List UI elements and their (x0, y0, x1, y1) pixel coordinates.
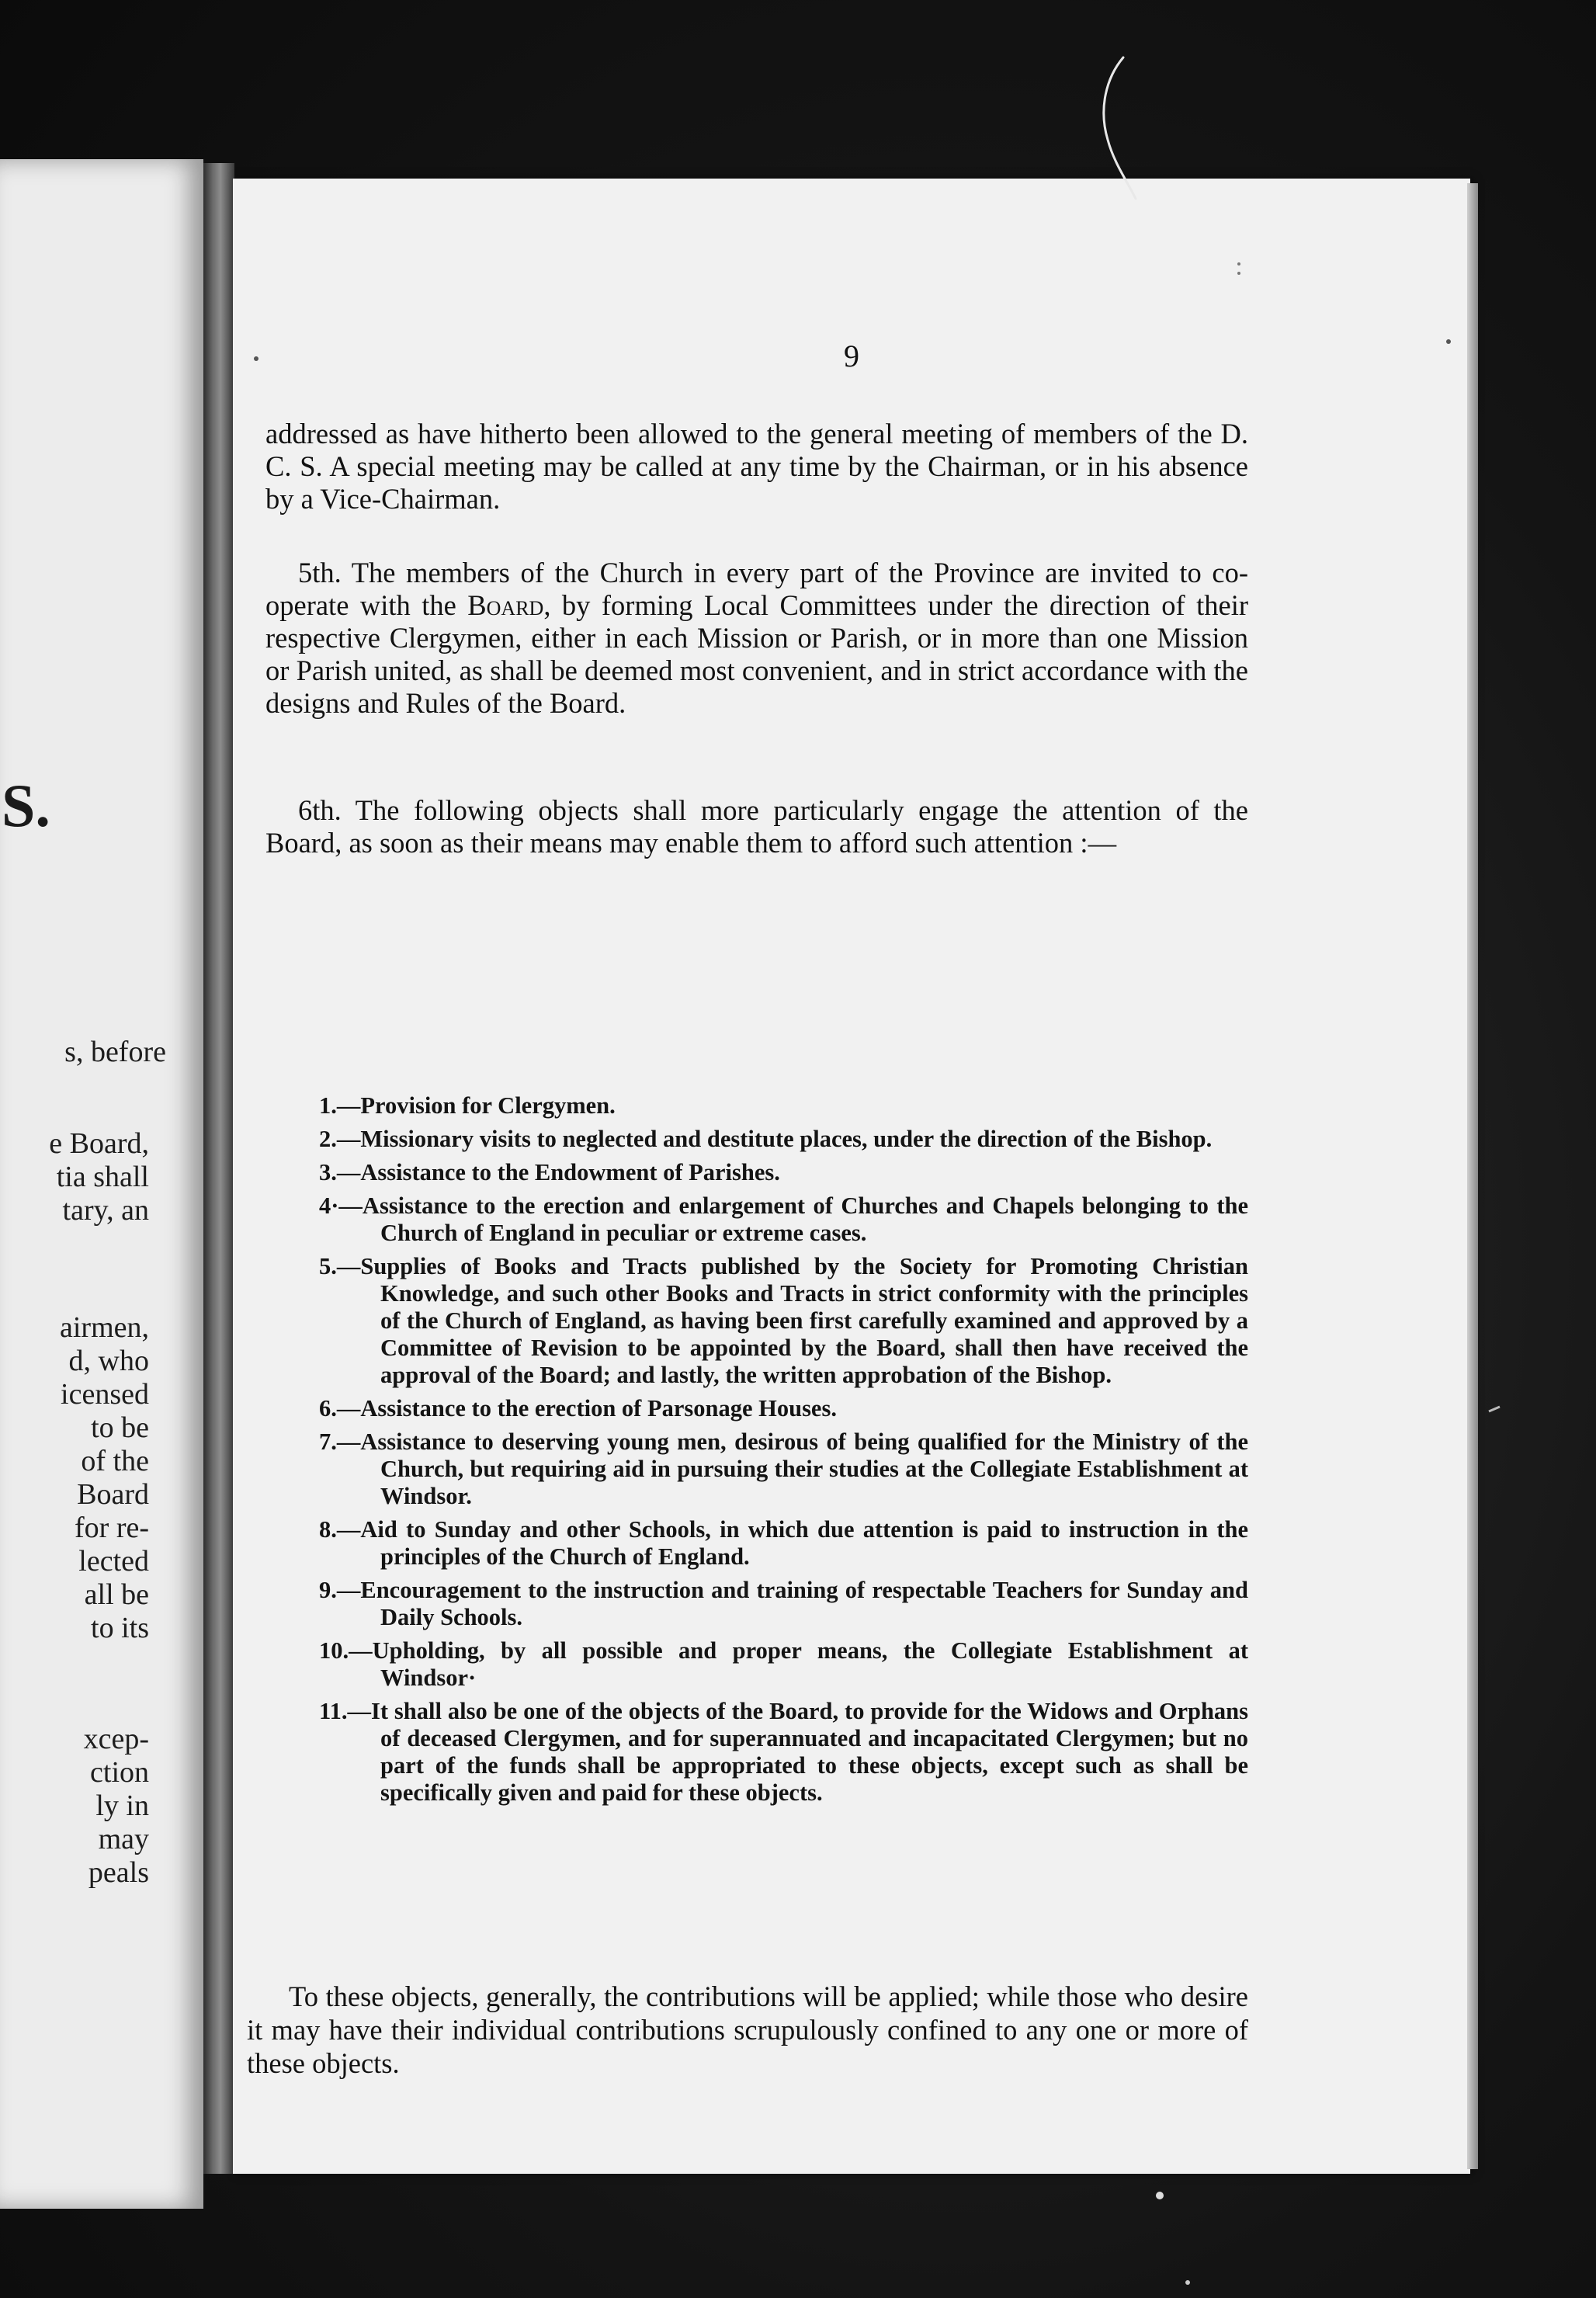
list-item-number: 7.— (319, 1428, 361, 1455)
list-item-number: 11.— (319, 1698, 371, 1724)
list-item-text: Assistance to the erection and enlargement of Churches and Chapels belonging to the Church of England in peculiar or extreme cases. (362, 1192, 1248, 1246)
list-item-text: Assistance to deserving young men, desirous of being qualified for the Ministry of the Church, but requiring aid in pursuing their studies at the Collegiate Establishment at Windsor. (360, 1428, 1248, 1509)
left-page-line: all be (84, 1578, 149, 1611)
list-item-text: Supplies of Books and Tracts published by the Society for Promoting Christian Knowledge, and such other Books and Tracts in strict conformity with the principles of the Church of England, as having been first carefully examined and approved by a Committee of Revision to be appointed by the Board, shall then have received the approval of the Board; and lastly, the written approbation of the Bishop. (360, 1253, 1248, 1388)
list-item-text: Aid to Sunday and other Schools, in which due attention is paid to instruction in the principles of the Church of England. (360, 1516, 1248, 1570)
paragraph-text: , by forming Local Committees under the direction of their respective Clergymen, either in each Mission or Parish, or in more than one Mission or Parish united, as shall be deemed most convenient, and in strict accordance with the designs and Rules of the Board. (265, 589, 1248, 719)
left-page-line: may (98, 1823, 149, 1855)
list-item-text: It shall also be one of the objects of the Board, to provide for the Widows and Orphans of deceased Clergymen, and for superannuated and incapacitated Clergymen; but no part of the funds shall be appropriated to these objects, except such as shall be specifically given and paid for these objects. (370, 1698, 1248, 1806)
list-item-number: 5.— (319, 1253, 361, 1279)
left-page-line: tia shall (56, 1161, 149, 1193)
list-item-text: Assistance to the erection of Parsonage Houses. (360, 1395, 837, 1421)
left-page-line: Board (77, 1478, 149, 1511)
left-page-line: to its (91, 1612, 149, 1644)
left-page-line: peals (88, 1856, 149, 1889)
left-page-line: to be (91, 1411, 149, 1444)
list-item-number: 6.— (319, 1395, 361, 1421)
list-item-text: Upholding, by all possible and proper means, the Collegiate Establishment at Windsor· (372, 1637, 1248, 1691)
list-item-number: 1.— (319, 1092, 361, 1119)
board-small-caps: Board (467, 589, 544, 621)
list-item-text: Missionary visits to neglected and destitute places, under the direction of the Bishop. (360, 1126, 1213, 1152)
left-page-heading-fragment: S. (2, 772, 50, 839)
list-item-number: 9.— (319, 1577, 361, 1603)
left-page-line: tary, an (62, 1194, 149, 1227)
list-item-text: Provision for Clergymen. (360, 1092, 616, 1119)
left-page-line: e Board, (49, 1127, 149, 1160)
left-page-line: s, before (64, 1036, 166, 1068)
list-item-text: Assistance to the Endowment of Parishes. (360, 1159, 780, 1185)
left-page-line: ction (90, 1756, 149, 1789)
paragraph-text: To these objects, generally, the contributions will be applied; while those who desire it may have their individual contributions scrupulously confined to any one or more of these objects. (247, 1980, 1248, 2079)
left-page-line: xcep- (83, 1723, 149, 1755)
left-page-line: icensed (61, 1378, 149, 1411)
list-item-number: 3.— (319, 1159, 361, 1185)
left-page-line: for re- (75, 1512, 149, 1544)
left-page-line: ly in (95, 1789, 149, 1822)
list-item-number: 4·— (319, 1192, 363, 1219)
paragraph-text: addressed as have hitherto been allowed to the general meeting of members of the D. C. S. A special meeting may be called at any time by the Chairman, or in his absence by a Vice-Chairman. (265, 418, 1248, 515)
list-item-number: 8.— (319, 1516, 361, 1543)
left-page-line: d, who (68, 1345, 149, 1377)
paragraph-text: 5th. The members of the Church in every part of the Province are invited to co-operate with the (265, 557, 1248, 621)
left-page-line: of the (81, 1445, 149, 1477)
page-number: 9 (844, 338, 859, 373)
left-page-line: lected (78, 1545, 149, 1578)
list-item-text: Encouragement to the instruction and training of respectable Teachers for Sunday and Daily Schools. (360, 1577, 1248, 1630)
list-item-number: 2.— (319, 1126, 361, 1152)
list-item-number: 10.— (319, 1637, 373, 1664)
left-page-line: airmen, (59, 1311, 149, 1344)
paragraph-text: 6th. The following objects shall more particularly engage the attention of the Board, as soon as their means may enable them to afford such attention :— (265, 794, 1248, 859)
